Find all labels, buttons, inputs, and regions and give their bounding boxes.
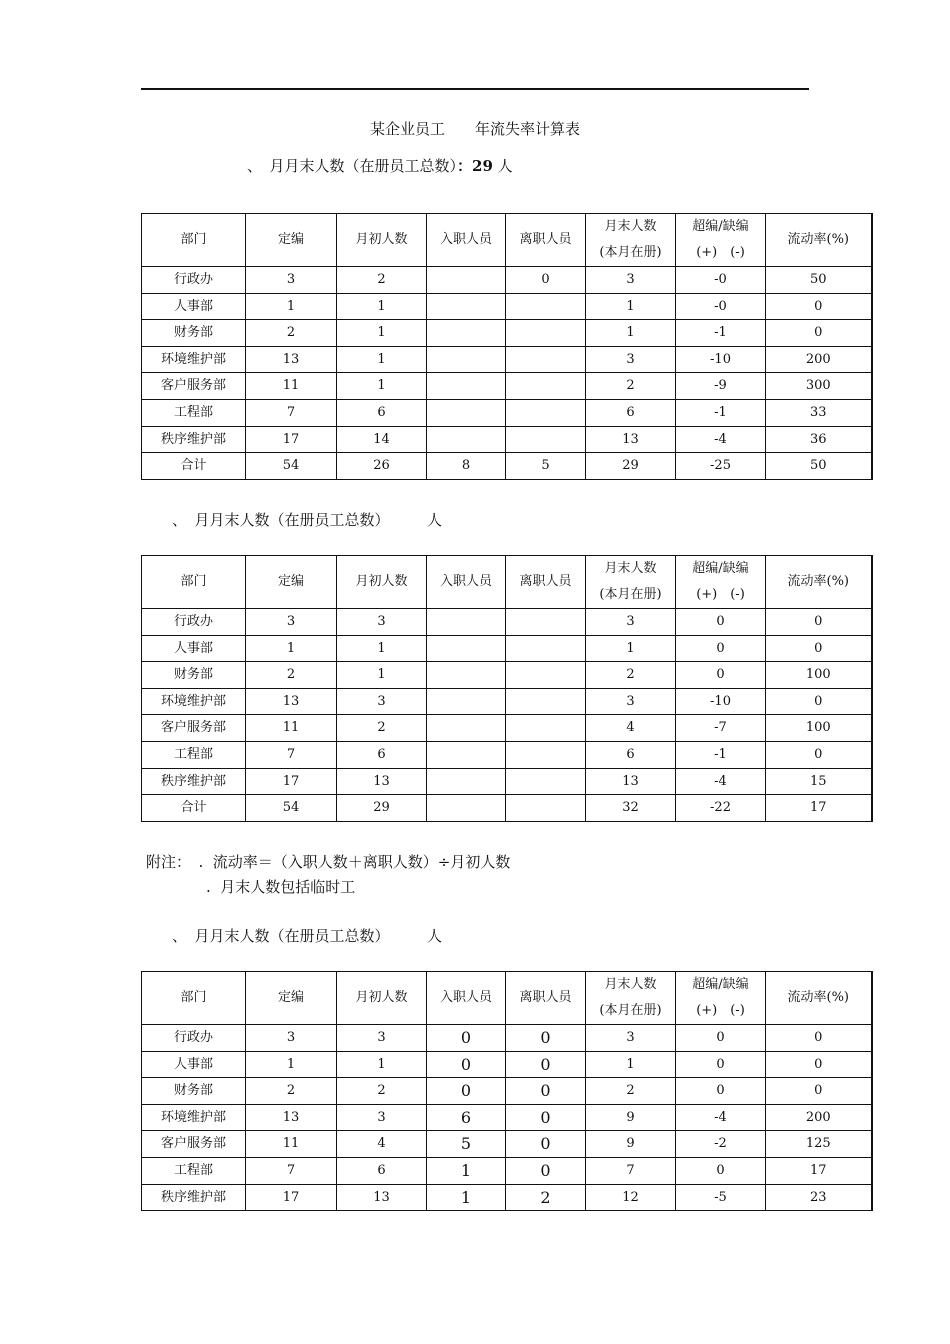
cell-quota: 1 bbox=[246, 1051, 337, 1078]
header-over-short bbox=[676, 556, 766, 609]
table-row bbox=[142, 399, 872, 426]
cell-over-short: -4 bbox=[676, 768, 766, 795]
cell-end-count: 6 bbox=[586, 399, 676, 426]
cell-dept: 环境维护部 bbox=[142, 346, 246, 373]
cell-hires: 8 bbox=[427, 453, 506, 480]
header-start-count: 月初人数 bbox=[337, 556, 427, 609]
header-end-count-line: (本月在册) bbox=[599, 1003, 662, 1018]
cell-start-count: 26 bbox=[337, 453, 427, 480]
cell-leavers bbox=[506, 635, 586, 662]
cell-leavers: 0 bbox=[506, 267, 586, 294]
table-row bbox=[142, 1025, 872, 1052]
cell-leavers: 0 bbox=[506, 1104, 586, 1131]
cell-hires: 6 bbox=[427, 1104, 506, 1131]
cell-dept: 客户服务部 bbox=[142, 373, 246, 400]
header-over-short bbox=[676, 972, 766, 1025]
cell-end-count: 6 bbox=[586, 741, 676, 768]
cell-quota: 54 bbox=[246, 453, 337, 480]
cell-over-short: -4 bbox=[676, 1104, 766, 1131]
cell-over-short: -22 bbox=[676, 795, 766, 822]
cell-quota: 2 bbox=[246, 320, 337, 347]
cell-over-short: -4 bbox=[676, 426, 766, 453]
cell-over-short: -1 bbox=[676, 741, 766, 768]
cell-over-short: 0 bbox=[676, 635, 766, 662]
header-start-count: 月初人数 bbox=[337, 972, 427, 1025]
cell-over-short: -7 bbox=[676, 715, 766, 742]
note-line-1: 附注： . 流动率＝（入职人数＋离职人数）÷月初人数 bbox=[146, 853, 511, 871]
cell-over-short: 0 bbox=[676, 662, 766, 689]
cell-end-count: 9 bbox=[586, 1131, 676, 1158]
page-title: 某企业员工 年流失率计算表 bbox=[369, 120, 580, 138]
section-1-heading bbox=[232, 155, 513, 176]
turnover-table-2 bbox=[141, 555, 873, 822]
cell-over-short: -1 bbox=[676, 320, 766, 347]
table-row bbox=[142, 1131, 872, 1158]
cell-hires bbox=[427, 320, 506, 347]
cell-leavers bbox=[506, 373, 586, 400]
cell-over-short: 0 bbox=[676, 1078, 766, 1105]
cell-hires: 0 bbox=[427, 1025, 506, 1052]
cell-dept: 环境维护部 bbox=[142, 1104, 246, 1131]
cell-over-short: -1 bbox=[676, 399, 766, 426]
header-leavers: 离职人员 bbox=[506, 556, 586, 609]
cell-start-count: 3 bbox=[337, 1104, 427, 1131]
cell-hires bbox=[427, 293, 506, 320]
table-row bbox=[142, 741, 872, 768]
cell-leavers: 0 bbox=[506, 1157, 586, 1184]
header-turnover-rate: 流动率(%) bbox=[766, 214, 872, 267]
header-end-count bbox=[586, 556, 676, 609]
cell-leavers: 0 bbox=[506, 1025, 586, 1052]
cell-hires bbox=[427, 426, 506, 453]
table-row bbox=[142, 426, 872, 453]
cell-dept: 秩序维护部 bbox=[142, 768, 246, 795]
cell-turnover-rate: 300 bbox=[766, 373, 872, 400]
cell-dept: 财务部 bbox=[142, 662, 246, 689]
cell-leavers: 5 bbox=[506, 453, 586, 480]
cell-quota: 7 bbox=[246, 399, 337, 426]
cell-dept: 环境维护部 bbox=[142, 688, 246, 715]
cell-leavers bbox=[506, 715, 586, 742]
header-over-short-line: (+) (-) bbox=[696, 245, 745, 260]
cell-leavers: 0 bbox=[506, 1131, 586, 1158]
cell-turnover-rate: 0 bbox=[766, 609, 872, 636]
cell-hires bbox=[427, 373, 506, 400]
cell-turnover-rate: 0 bbox=[766, 293, 872, 320]
cell-end-count: 13 bbox=[586, 426, 676, 453]
cell-hires bbox=[427, 688, 506, 715]
cell-quota: 11 bbox=[246, 715, 337, 742]
header-end-count-line: 月末人数 bbox=[604, 977, 657, 992]
cell-quota: 3 bbox=[246, 267, 337, 294]
table-row bbox=[142, 453, 872, 480]
cell-start-count: 3 bbox=[337, 609, 427, 636]
cell-quota: 17 bbox=[246, 1184, 337, 1211]
table-row bbox=[142, 715, 872, 742]
header-over-short-line: (+) (-) bbox=[696, 1003, 745, 1018]
cell-turnover-rate: 36 bbox=[766, 426, 872, 453]
table-row bbox=[142, 1104, 872, 1131]
cell-quota: 3 bbox=[246, 1025, 337, 1052]
cell-hires bbox=[427, 346, 506, 373]
table-row bbox=[142, 1078, 872, 1105]
cell-quota: 2 bbox=[246, 662, 337, 689]
cell-quota: 11 bbox=[246, 373, 337, 400]
cell-quota: 54 bbox=[246, 795, 337, 822]
cell-end-count: 3 bbox=[586, 1025, 676, 1052]
header-over-short-line: (+) (-) bbox=[696, 587, 745, 602]
cell-turnover-rate: 50 bbox=[766, 267, 872, 294]
section-1-unit: 人 bbox=[492, 157, 513, 175]
cell-dept: 工程部 bbox=[142, 741, 246, 768]
table-row bbox=[142, 1051, 872, 1078]
cell-turnover-rate: 23 bbox=[766, 1184, 872, 1211]
cell-over-short: -10 bbox=[676, 346, 766, 373]
header-turnover-rate: 流动率(%) bbox=[766, 556, 872, 609]
cell-over-short: -2 bbox=[676, 1131, 766, 1158]
cell-quota: 1 bbox=[246, 635, 337, 662]
cell-leavers: 0 bbox=[506, 1051, 586, 1078]
cell-turnover-rate: 100 bbox=[766, 715, 872, 742]
cell-quota: 7 bbox=[246, 741, 337, 768]
cell-turnover-rate: 125 bbox=[766, 1131, 872, 1158]
cell-leavers bbox=[506, 346, 586, 373]
header-dept: 部门 bbox=[142, 214, 246, 267]
turnover-table-3 bbox=[141, 971, 873, 1211]
cell-hires bbox=[427, 267, 506, 294]
cell-end-count: 1 bbox=[586, 635, 676, 662]
cell-start-count: 1 bbox=[337, 373, 427, 400]
header-end-count bbox=[586, 214, 676, 267]
cell-hires: 0 bbox=[427, 1051, 506, 1078]
header-start-count: 月初人数 bbox=[337, 214, 427, 267]
cell-dept: 工程部 bbox=[142, 399, 246, 426]
cell-hires bbox=[427, 768, 506, 795]
cell-start-count: 29 bbox=[337, 795, 427, 822]
cell-dept: 工程部 bbox=[142, 1157, 246, 1184]
cell-dept: 秩序维护部 bbox=[142, 1184, 246, 1211]
cell-end-count: 3 bbox=[586, 267, 676, 294]
cell-start-count: 13 bbox=[337, 1184, 427, 1211]
cell-start-count: 4 bbox=[337, 1131, 427, 1158]
cell-end-count: 13 bbox=[586, 768, 676, 795]
table-row bbox=[142, 346, 872, 373]
cell-leavers bbox=[506, 741, 586, 768]
cell-leavers: 0 bbox=[506, 1078, 586, 1105]
cell-over-short: -9 bbox=[676, 373, 766, 400]
table-row bbox=[142, 662, 872, 689]
cell-dept: 行政办 bbox=[142, 1025, 246, 1052]
cell-start-count: 1 bbox=[337, 662, 427, 689]
section-1-count: 29 bbox=[472, 157, 493, 175]
cell-over-short: 0 bbox=[676, 1157, 766, 1184]
cell-leavers bbox=[506, 662, 586, 689]
header-over-short-line: 超编/缺编 bbox=[692, 219, 749, 234]
cell-end-count: 2 bbox=[586, 662, 676, 689]
cell-start-count: 1 bbox=[337, 293, 427, 320]
cell-hires bbox=[427, 795, 506, 822]
cell-hires bbox=[427, 715, 506, 742]
cell-end-count: 4 bbox=[586, 715, 676, 742]
cell-dept: 客户服务部 bbox=[142, 715, 246, 742]
header-hires: 入职人员 bbox=[427, 214, 506, 267]
cell-leavers bbox=[506, 293, 586, 320]
cell-turnover-rate: 50 bbox=[766, 453, 872, 480]
cell-start-count: 13 bbox=[337, 768, 427, 795]
cell-end-count: 1 bbox=[586, 293, 676, 320]
cell-end-count: 3 bbox=[586, 346, 676, 373]
cell-start-count: 1 bbox=[337, 346, 427, 373]
cell-turnover-rate: 0 bbox=[766, 1025, 872, 1052]
cell-dept: 财务部 bbox=[142, 1078, 246, 1105]
cell-quota: 7 bbox=[246, 1157, 337, 1184]
cell-leavers bbox=[506, 320, 586, 347]
table-row bbox=[142, 373, 872, 400]
cell-hires bbox=[427, 399, 506, 426]
cell-over-short: 0 bbox=[676, 609, 766, 636]
cell-end-count: 9 bbox=[586, 1104, 676, 1131]
table-row bbox=[142, 1157, 872, 1184]
cell-quota: 13 bbox=[246, 688, 337, 715]
section-2-heading: 、 月月末人数（在册员工总数） 人 bbox=[172, 511, 443, 529]
cell-start-count: 6 bbox=[337, 1157, 427, 1184]
cell-start-count: 1 bbox=[337, 635, 427, 662]
cell-dept: 秩序维护部 bbox=[142, 426, 246, 453]
cell-start-count: 2 bbox=[337, 267, 427, 294]
cell-over-short: 0 bbox=[676, 1025, 766, 1052]
top-rule bbox=[141, 88, 809, 90]
header-end-count-line: 月末人数 bbox=[604, 561, 657, 576]
cell-dept: 合计 bbox=[142, 795, 246, 822]
cell-turnover-rate: 0 bbox=[766, 688, 872, 715]
table-row bbox=[142, 768, 872, 795]
cell-over-short: -25 bbox=[676, 453, 766, 480]
cell-hires bbox=[427, 662, 506, 689]
cell-start-count: 3 bbox=[337, 688, 427, 715]
cell-end-count: 2 bbox=[586, 373, 676, 400]
header-dept: 部门 bbox=[142, 556, 246, 609]
cell-turnover-rate: 0 bbox=[766, 1051, 872, 1078]
cell-start-count: 1 bbox=[337, 1051, 427, 1078]
cell-quota: 11 bbox=[246, 1131, 337, 1158]
table-row bbox=[142, 320, 872, 347]
cell-leavers bbox=[506, 768, 586, 795]
cell-end-count: 1 bbox=[586, 1051, 676, 1078]
cell-turnover-rate: 0 bbox=[766, 1078, 872, 1105]
cell-leavers bbox=[506, 426, 586, 453]
table-row bbox=[142, 688, 872, 715]
cell-hires bbox=[427, 741, 506, 768]
cell-turnover-rate: 0 bbox=[766, 320, 872, 347]
cell-leavers bbox=[506, 795, 586, 822]
cell-dept: 人事部 bbox=[142, 293, 246, 320]
cell-start-count: 14 bbox=[337, 426, 427, 453]
cell-end-count: 7 bbox=[586, 1157, 676, 1184]
header-leavers: 离职人员 bbox=[506, 214, 586, 267]
cell-start-count: 6 bbox=[337, 399, 427, 426]
cell-dept: 财务部 bbox=[142, 320, 246, 347]
notes bbox=[146, 850, 510, 900]
header-end-count bbox=[586, 972, 676, 1025]
cell-turnover-rate: 0 bbox=[766, 741, 872, 768]
cell-dept: 行政办 bbox=[142, 267, 246, 294]
table-row bbox=[142, 293, 872, 320]
cell-dept: 行政办 bbox=[142, 609, 246, 636]
cell-leavers bbox=[506, 609, 586, 636]
section-1-colon: ： bbox=[457, 157, 473, 175]
header-turnover-rate: 流动率(%) bbox=[766, 972, 872, 1025]
cell-over-short: -0 bbox=[676, 267, 766, 294]
cell-quota: 17 bbox=[246, 768, 337, 795]
header-end-count-line: (本月在册) bbox=[599, 587, 662, 602]
cell-end-count: 32 bbox=[586, 795, 676, 822]
cell-turnover-rate: 33 bbox=[766, 399, 872, 426]
cell-quota: 13 bbox=[246, 1104, 337, 1131]
cell-start-count: 6 bbox=[337, 741, 427, 768]
cell-over-short: -10 bbox=[676, 688, 766, 715]
table-row bbox=[142, 635, 872, 662]
header-over-short-line: 超编/缺编 bbox=[692, 561, 749, 576]
cell-end-count: 2 bbox=[586, 1078, 676, 1105]
table-row bbox=[142, 795, 872, 822]
cell-start-count: 1 bbox=[337, 320, 427, 347]
cell-leavers bbox=[506, 688, 586, 715]
cell-turnover-rate: 15 bbox=[766, 768, 872, 795]
cell-dept: 人事部 bbox=[142, 635, 246, 662]
note-line-2: . 月末人数包括临时工 bbox=[146, 878, 356, 896]
cell-start-count: 2 bbox=[337, 1078, 427, 1105]
header-end-count-line: 月末人数 bbox=[604, 219, 657, 234]
header-dept: 部门 bbox=[142, 972, 246, 1025]
cell-over-short: -5 bbox=[676, 1184, 766, 1211]
turnover-table-1 bbox=[141, 213, 873, 480]
cell-over-short: 0 bbox=[676, 1051, 766, 1078]
cell-start-count: 2 bbox=[337, 715, 427, 742]
cell-start-count: 3 bbox=[337, 1025, 427, 1052]
cell-hires: 1 bbox=[427, 1184, 506, 1211]
cell-hires: 5 bbox=[427, 1131, 506, 1158]
section-1-heading-text: 、 月月末人数（在册员工总数） bbox=[232, 157, 458, 175]
cell-end-count: 3 bbox=[586, 688, 676, 715]
cell-turnover-rate: 0 bbox=[766, 635, 872, 662]
header-end-count-line: (本月在册) bbox=[599, 245, 662, 260]
header-quota: 定编 bbox=[246, 556, 337, 609]
header-quota: 定编 bbox=[246, 972, 337, 1025]
section-3-heading: 、 月月末人数（在册员工总数） 人 bbox=[172, 927, 443, 945]
header-hires: 入职人员 bbox=[427, 972, 506, 1025]
cell-hires: 1 bbox=[427, 1157, 506, 1184]
cell-turnover-rate: 17 bbox=[766, 1157, 872, 1184]
cell-hires bbox=[427, 609, 506, 636]
header-hires: 入职人员 bbox=[427, 556, 506, 609]
table-row bbox=[142, 609, 872, 636]
cell-end-count: 29 bbox=[586, 453, 676, 480]
header-over-short bbox=[676, 214, 766, 267]
cell-over-short: -0 bbox=[676, 293, 766, 320]
cell-dept: 合计 bbox=[142, 453, 246, 480]
header-over-short-line: 超编/缺编 bbox=[692, 977, 749, 992]
header-leavers: 离职人员 bbox=[506, 972, 586, 1025]
cell-leavers bbox=[506, 399, 586, 426]
cell-turnover-rate: 200 bbox=[766, 346, 872, 373]
cell-quota: 13 bbox=[246, 346, 337, 373]
cell-leavers: 2 bbox=[506, 1184, 586, 1211]
cell-turnover-rate: 17 bbox=[766, 795, 872, 822]
cell-turnover-rate: 200 bbox=[766, 1104, 872, 1131]
header-quota: 定编 bbox=[246, 214, 337, 267]
cell-quota: 2 bbox=[246, 1078, 337, 1105]
cell-end-count: 1 bbox=[586, 320, 676, 347]
cell-quota: 1 bbox=[246, 293, 337, 320]
cell-quota: 3 bbox=[246, 609, 337, 636]
cell-end-count: 3 bbox=[586, 609, 676, 636]
table-row bbox=[142, 1184, 872, 1211]
table-row bbox=[142, 267, 872, 294]
cell-quota: 17 bbox=[246, 426, 337, 453]
cell-turnover-rate: 100 bbox=[766, 662, 872, 689]
cell-dept: 人事部 bbox=[142, 1051, 246, 1078]
cell-end-count: 12 bbox=[586, 1184, 676, 1211]
cell-dept: 客户服务部 bbox=[142, 1131, 246, 1158]
cell-hires: 0 bbox=[427, 1078, 506, 1105]
cell-hires bbox=[427, 635, 506, 662]
